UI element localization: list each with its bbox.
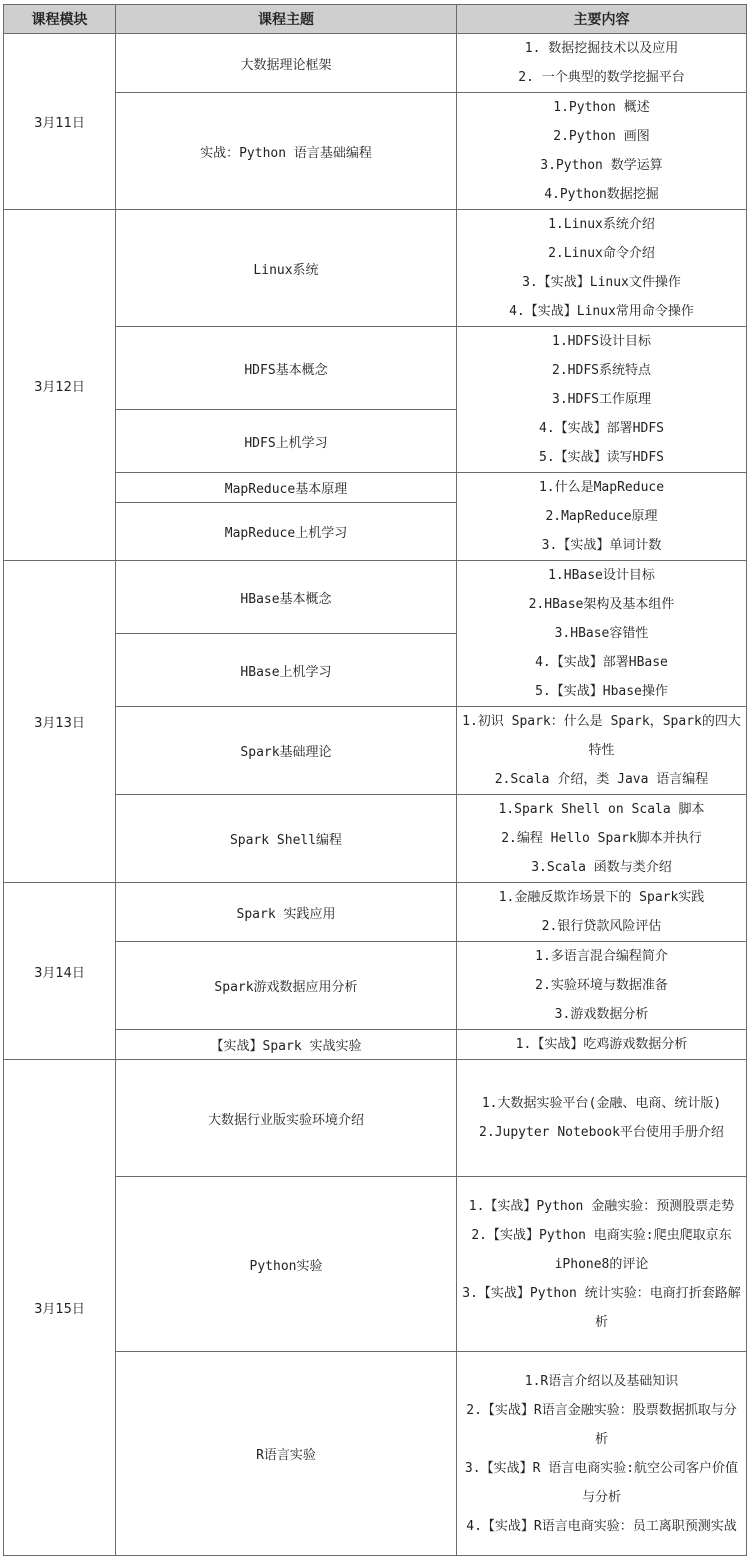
content-item: 1.多语言混合编程简介 xyxy=(535,949,668,964)
content-cell xyxy=(457,942,747,1030)
content-item: 2.【实战】R语言金融实验：股票数据抓取与分析 xyxy=(466,1402,737,1447)
table-row xyxy=(4,1030,747,1060)
topic-cell: MapReduce上机学习 xyxy=(116,503,457,561)
topic-cell: Linux系统 xyxy=(116,210,457,327)
content-item: 1.Linux系统介绍 xyxy=(548,217,655,232)
content-item: 2.Linux命令介绍 xyxy=(548,246,655,261)
topic-cell: R语言实验 xyxy=(116,1352,457,1556)
content-item: 2.MapReduce原理 xyxy=(545,509,658,524)
content-cell xyxy=(457,1177,747,1352)
content-item: 3.游戏数据分析 xyxy=(554,1007,649,1022)
table-row xyxy=(4,561,747,634)
topic-cell: 大数据行业版实验环境介绍 xyxy=(116,1060,457,1177)
content-cell xyxy=(457,883,747,942)
content-item: 3.Scala 函数与类介绍 xyxy=(531,860,672,875)
topic-cell: HDFS基本概念 xyxy=(116,327,457,410)
table-row xyxy=(4,1352,747,1556)
header-topic: 课程主题 xyxy=(116,5,457,34)
module-date: 3月12日 xyxy=(4,210,116,561)
content-item: 1.什么是MapReduce xyxy=(538,480,665,495)
content-item: 3.HBase容错性 xyxy=(554,626,649,641)
table-row xyxy=(4,883,747,942)
content-item: 1.Spark Shell on Scala 脚本 xyxy=(498,802,705,817)
content-item: 4.【实战】Linux常用命令操作 xyxy=(509,304,694,319)
content-item: 1. 数据挖掘技术以及应用 xyxy=(524,41,679,56)
topic-cell: Spark基础理论 xyxy=(116,707,457,795)
topic-cell: HBase上机学习 xyxy=(116,634,457,707)
header-content: 主要内容 xyxy=(457,5,747,34)
content-cell xyxy=(457,561,747,707)
table-row xyxy=(4,942,747,1030)
content-item: 5.【实战】Hbase操作 xyxy=(535,684,668,699)
content-item: 1.【实战】吃鸡游戏数据分析 xyxy=(515,1037,688,1052)
content-item: 2. 一个典型的数学挖掘平台 xyxy=(518,70,685,85)
table-row xyxy=(4,34,747,93)
content-item: 1.HDFS设计目标 xyxy=(552,334,651,349)
table-row xyxy=(4,473,747,503)
topic-cell: HBase基本概念 xyxy=(116,561,457,634)
table-row xyxy=(4,327,747,410)
content-item: 1.初识 Spark：什么是 Spark，Spark的四大特性 xyxy=(462,714,741,758)
content-item: 5.【实战】读写HDFS xyxy=(539,450,664,465)
content-item: 1.【实战】Python 金融实验：预测股票走势 xyxy=(468,1198,735,1214)
content-item: 2.【实战】Python 电商实验:爬虫爬取京东iPhone8的评论 xyxy=(471,1227,732,1272)
content-item: 1.大数据实验平台(金融、电商、统计版) xyxy=(481,1096,722,1111)
content-item: 3.【实战】R 语言电商实验:航空公司客户价值与分析 xyxy=(464,1460,739,1505)
content-item: 3.【实战】Python 统计实验：电商打折套路解析 xyxy=(462,1285,741,1330)
content-cell xyxy=(457,34,747,93)
topic-cell: Python实验 xyxy=(116,1177,457,1352)
course-schedule-table xyxy=(3,4,747,1556)
header-row xyxy=(4,5,747,34)
content-item: 2.实验环境与数据准备 xyxy=(535,978,668,993)
content-item: 4.【实战】部署HDFS xyxy=(539,421,664,436)
content-item: 2.HDFS系统特点 xyxy=(552,363,651,378)
topic-cell: HDFS上机学习 xyxy=(116,410,457,473)
content-cell xyxy=(457,210,747,327)
content-cell xyxy=(457,327,747,473)
topic-cell: 【实战】Spark 实战实验 xyxy=(116,1030,457,1060)
module-date: 3月13日 xyxy=(4,561,116,883)
topic-cell: Spark Shell编程 xyxy=(116,795,457,883)
content-cell xyxy=(457,473,747,561)
content-item: 4.【实战】R语言电商实验：员工离职预测实战 xyxy=(466,1518,737,1534)
content-cell xyxy=(457,1030,747,1060)
topic-cell: 实战：Python 语言基础编程 xyxy=(116,93,457,210)
content-item: 2.Scala 介绍，类 Java 语言编程 xyxy=(494,772,709,787)
topic-cell: Spark游戏数据应用分析 xyxy=(116,942,457,1030)
content-item: 4.【实战】部署HBase xyxy=(535,655,668,670)
content-item: 1.Python 概述 xyxy=(553,100,650,115)
header-module: 课程模块 xyxy=(4,5,116,34)
content-item: 1.金融反欺诈场景下的 Spark实践 xyxy=(498,890,705,905)
content-cell xyxy=(457,1060,747,1177)
table-row xyxy=(4,210,747,327)
content-item: 3.Python 数学运算 xyxy=(540,158,663,173)
content-item: 2.编程 Hello Spark脚本并执行 xyxy=(501,831,702,846)
module-date: 3月14日 xyxy=(4,883,116,1060)
module-date: 3月11日 xyxy=(4,34,116,210)
table-row xyxy=(4,1177,747,1352)
topic-cell: Spark 实践应用 xyxy=(116,883,457,942)
table-row xyxy=(4,1060,747,1177)
content-item: 3.【实战】单词计数 xyxy=(541,538,662,553)
content-item: 3.HDFS工作原理 xyxy=(552,392,651,407)
content-cell xyxy=(457,1352,747,1556)
topic-cell: MapReduce基本原理 xyxy=(116,473,457,503)
content-item: 1.HBase设计目标 xyxy=(548,568,655,583)
content-item: 2.Python 画图 xyxy=(553,129,650,144)
content-cell xyxy=(457,93,747,210)
content-item: 3.【实战】Linux文件操作 xyxy=(522,275,681,290)
content-item: 2.Jupyter Notebook平台使用手册介绍 xyxy=(479,1125,724,1140)
topic-cell: 大数据理论框架 xyxy=(116,34,457,93)
content-item: 4.Python数据挖掘 xyxy=(544,187,659,202)
content-cell xyxy=(457,795,747,883)
content-item: 1.R语言介绍以及基础知识 xyxy=(524,1373,679,1389)
content-item: 2.HBase架构及基本组件 xyxy=(528,597,675,612)
table-row xyxy=(4,93,747,210)
content-cell xyxy=(457,707,747,795)
table-row xyxy=(4,707,747,795)
table-row xyxy=(4,795,747,883)
content-item: 2.银行贷款风险评估 xyxy=(541,919,662,934)
module-date: 3月15日 xyxy=(4,1060,116,1556)
